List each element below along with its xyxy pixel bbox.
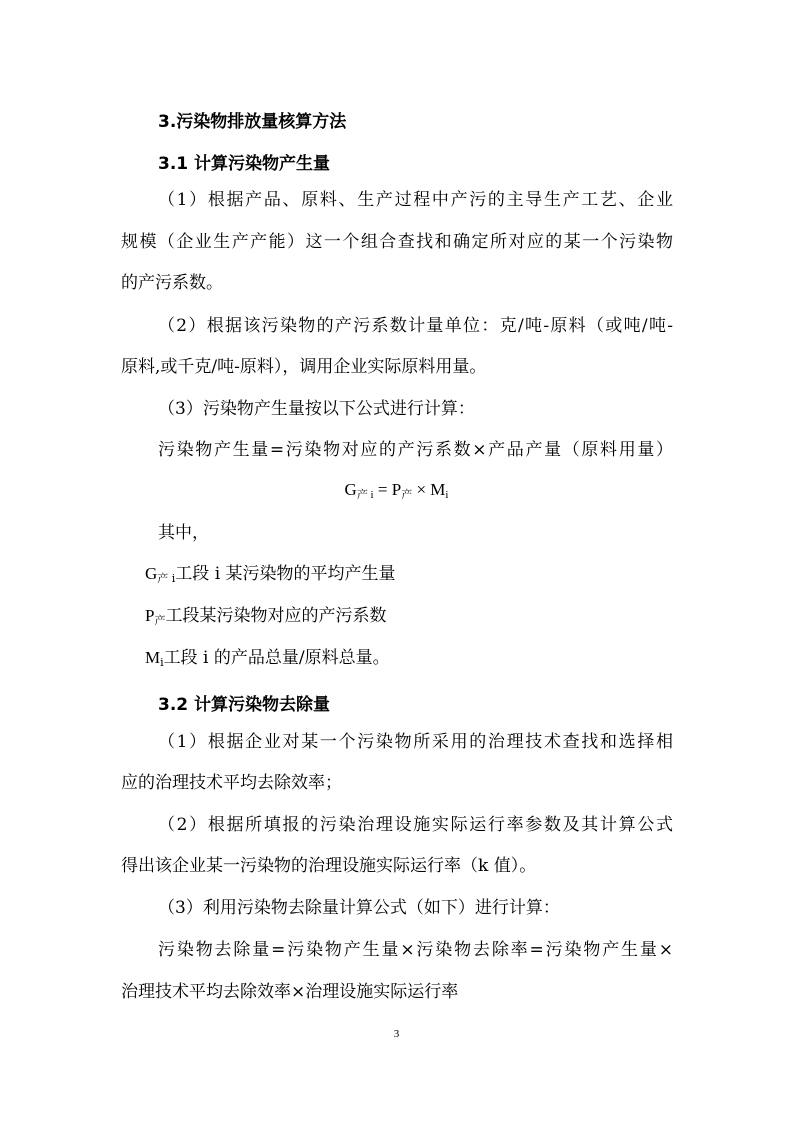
definition-g <box>145 564 697 584</box>
paragraph-line: 得出该企业某一污染物的治理设施实际运行率（k 值）。 <box>121 856 537 876</box>
paragraph-line: （1）根据企业对某一个污染物所采用的治理技术查找和选择相 <box>158 732 673 752</box>
paragraph-line: 治理技术平均去除效率×治理设施实际运行率 <box>121 982 459 1002</box>
definition-g-symbol: G <box>145 564 158 583</box>
where-label: 其中， <box>158 523 209 543</box>
formula <box>0 480 793 500</box>
definition-p-symbol: P <box>145 606 155 625</box>
paragraph-line: （3）利用污染物去除量计算公式（如下）进行计算： <box>158 898 560 918</box>
definition-p <box>145 606 697 626</box>
definition-m <box>145 648 697 668</box>
definition-g-text: 工段 i 某污染物的平均产生量 <box>175 564 396 584</box>
formula-p-subscript: 产 <box>401 489 413 501</box>
subsection-heading-3-1: 3.1 计算污染物产生量 <box>158 154 331 174</box>
definition-m-subscript: i <box>160 656 164 669</box>
definition-p-subscript: 产 <box>154 614 166 627</box>
subsection-heading-3-2: 3.2 计算污染物去除量 <box>158 695 331 715</box>
definition-p-text: 工段某污染物对应的产污系数 <box>165 606 387 626</box>
definition-g-subscript: 产 i <box>157 572 176 585</box>
formula-description: 污染物产生量=污染物对应的产污系数×产品产量（原料用量） <box>158 440 673 460</box>
paragraph-line: （2）根据该污染物的产污系数计量单位：克/吨-原料（或吨/吨- <box>158 316 673 336</box>
formula-m-subscript: i <box>445 489 449 501</box>
paragraph-line: （2）根据所填报的污染治理设施实际运行率参数及其计算公式 <box>158 815 673 835</box>
definition-m-text: 工段 i 的产品总量/原料总量。 <box>163 648 390 668</box>
section-title: 3.污染物排放量核算方法 <box>158 112 347 132</box>
paragraph-line: 污染物去除量=污染物产生量×污染物去除率=污染物产生量× <box>158 940 673 960</box>
formula-m: M <box>430 480 446 499</box>
formula-g: G <box>344 480 357 499</box>
paragraph-line: 规模（企业生产产能）这一个组合查找和确定所对应的某一个污染物 <box>121 232 673 252</box>
paragraph-line: （3）污染物产生量按以下公式进行计算： <box>158 399 475 419</box>
paragraph-line: 的产污系数。 <box>121 273 223 293</box>
formula-equals: = <box>377 480 388 499</box>
paragraph-line: 原料,或千克/吨-原料），调用企业实际原料用量。 <box>121 357 487 377</box>
page-number: 3 <box>393 1028 400 1040</box>
formula-g-subscript: 产 i <box>356 489 374 501</box>
paragraph-line: 应的治理技术平均去除效率； <box>121 773 342 793</box>
paragraph-line: （1）根据产品、原料、生产过程中产污的主导生产工艺、企业 <box>158 190 673 210</box>
definition-m-symbol: M <box>145 648 161 667</box>
formula-times: × <box>416 480 427 499</box>
formula-p: P <box>391 480 402 499</box>
